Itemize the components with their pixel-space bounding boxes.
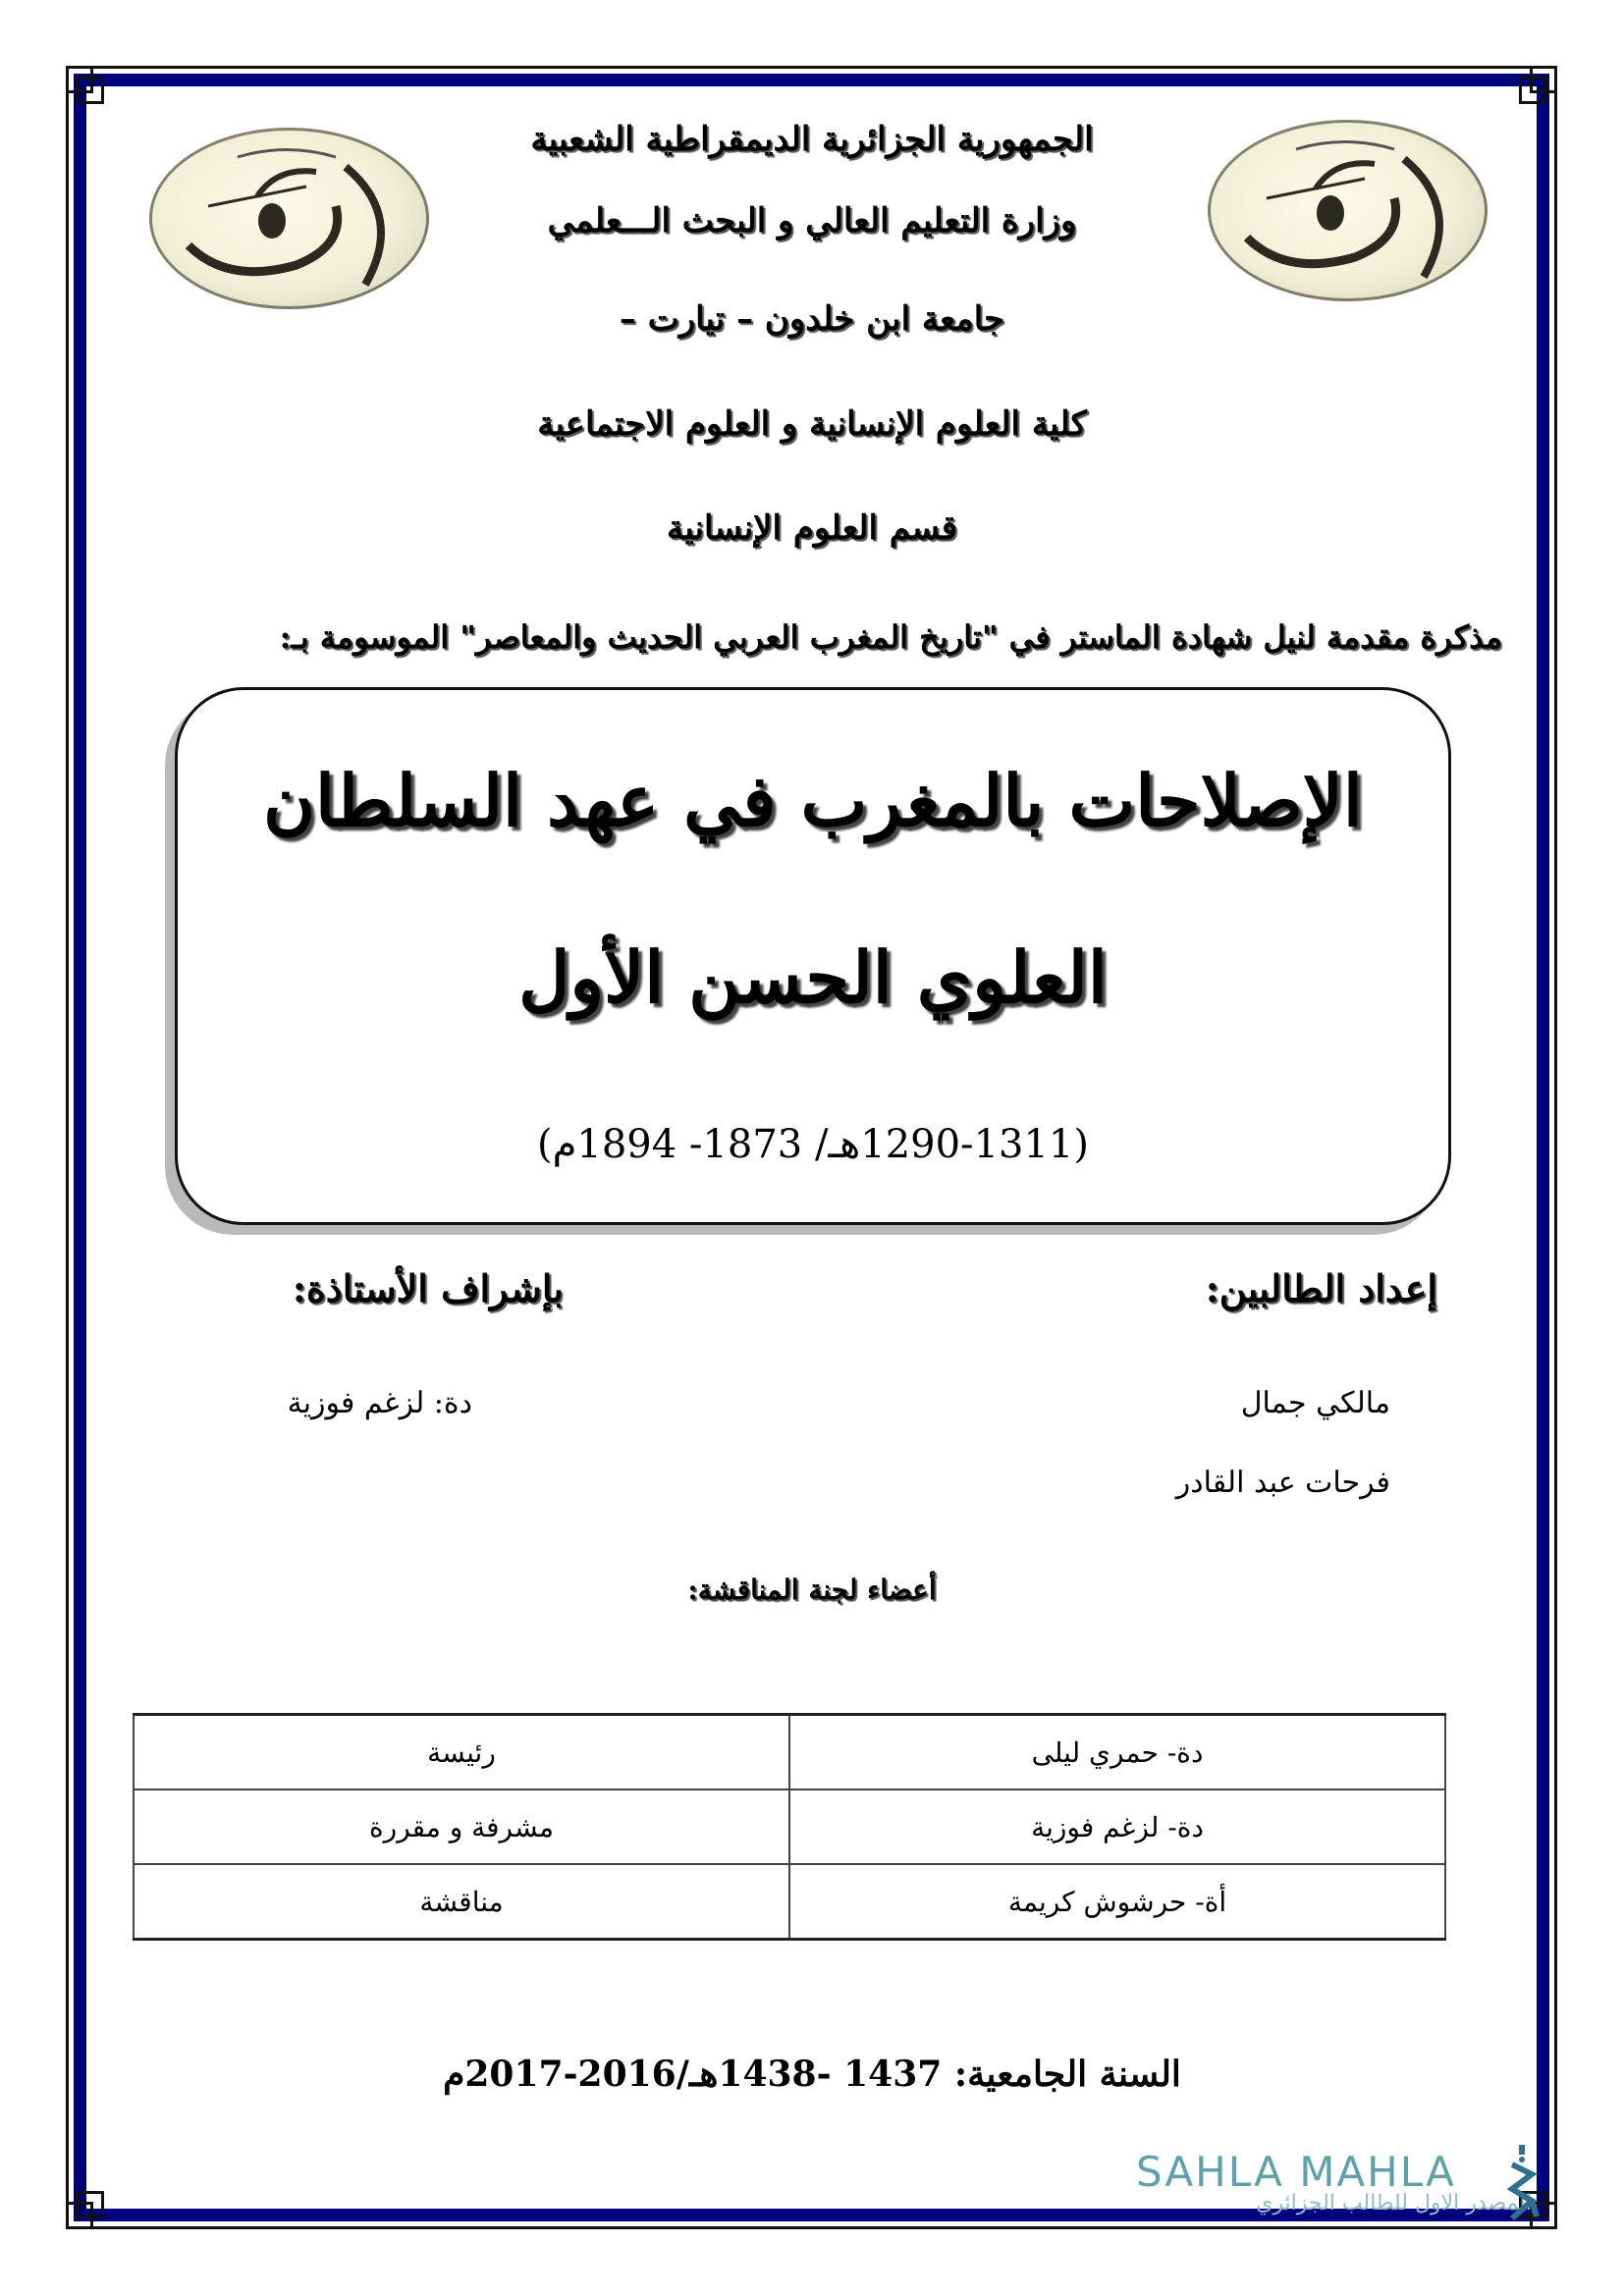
corner-ornament-top-right-inner bbox=[1519, 77, 1546, 104]
committee-member: دة- حمري ليلى bbox=[789, 1715, 1445, 1790]
watermark-calligraphy-icon bbox=[1497, 2140, 1546, 2228]
thesis-subtitle: مذكرة مقدمة لنيل شهادة الماستر في "تاريخ المغرب العربي الحديث والمعاصر" الموسومة بـ: bbox=[279, 618, 1502, 656]
supervisor-name: دة: لزغم فوزية bbox=[287, 1386, 472, 1420]
author-name-2: فرحات عبد القادر bbox=[1175, 1466, 1390, 1500]
author-name-1: مالكي جمال bbox=[1240, 1386, 1390, 1420]
country-name: الجمهورية الجزائرية الديمقراطية الشعبية bbox=[530, 120, 1094, 159]
faculty-name: كلية العلوم الإنسانية و العلوم الاجتماعية bbox=[537, 404, 1087, 444]
university-name: جامعة ابن خلدون – تيارت – bbox=[619, 299, 1005, 339]
department-name: قسم العلوم الإنسانية bbox=[667, 508, 957, 548]
committee-label: أعضاء لجنة المناقشة: bbox=[687, 1574, 937, 1606]
thesis-title-box bbox=[175, 687, 1451, 1225]
ministry-name: وزارة التعليم العالي و البحث الـــعلمي bbox=[547, 201, 1077, 240]
thesis-title-line-2: العلوي الحسن الأول bbox=[518, 935, 1108, 1019]
watermark-title: SAHLA MAHLA bbox=[1136, 2148, 1456, 2196]
academic-year-value: 1437 -1438هـ/2016-2017م bbox=[443, 2054, 943, 2095]
corner-ornament-bottom-left-inner bbox=[77, 2191, 104, 2218]
table-row bbox=[134, 1864, 1445, 1940]
committee-member: دة- لزغم فوزية bbox=[789, 1789, 1445, 1864]
committee-member: أة- حرشوش كريمة bbox=[789, 1864, 1445, 1940]
corner-ornament-top-left-inner bbox=[77, 77, 104, 104]
thesis-date-range: (1290-1311هـ/ 1873- 1894م) bbox=[537, 1122, 1089, 1167]
table-row bbox=[134, 1715, 1445, 1790]
committee-role: رئيسة bbox=[134, 1715, 789, 1790]
watermark-subtitle: المصدر الاول للطالب الجزائري bbox=[1256, 2191, 1532, 2216]
authors-label: إعداد الطالبين: bbox=[1205, 1266, 1437, 1310]
committee-role: مناقشة bbox=[134, 1864, 789, 1940]
academic-year-label: السنة الجامعية: bbox=[953, 2054, 1181, 2095]
academic-year bbox=[0, 2054, 1624, 2095]
committee-table bbox=[133, 1713, 1446, 1941]
supervisor-label: بإشراف الأستاذة: bbox=[292, 1266, 564, 1310]
thesis-title-line-1: الإصلاحات بالمغرب في عهد السلطان bbox=[263, 759, 1363, 842]
committee-role: مشرفة و مقررة bbox=[134, 1789, 789, 1864]
table-row bbox=[134, 1789, 1445, 1864]
